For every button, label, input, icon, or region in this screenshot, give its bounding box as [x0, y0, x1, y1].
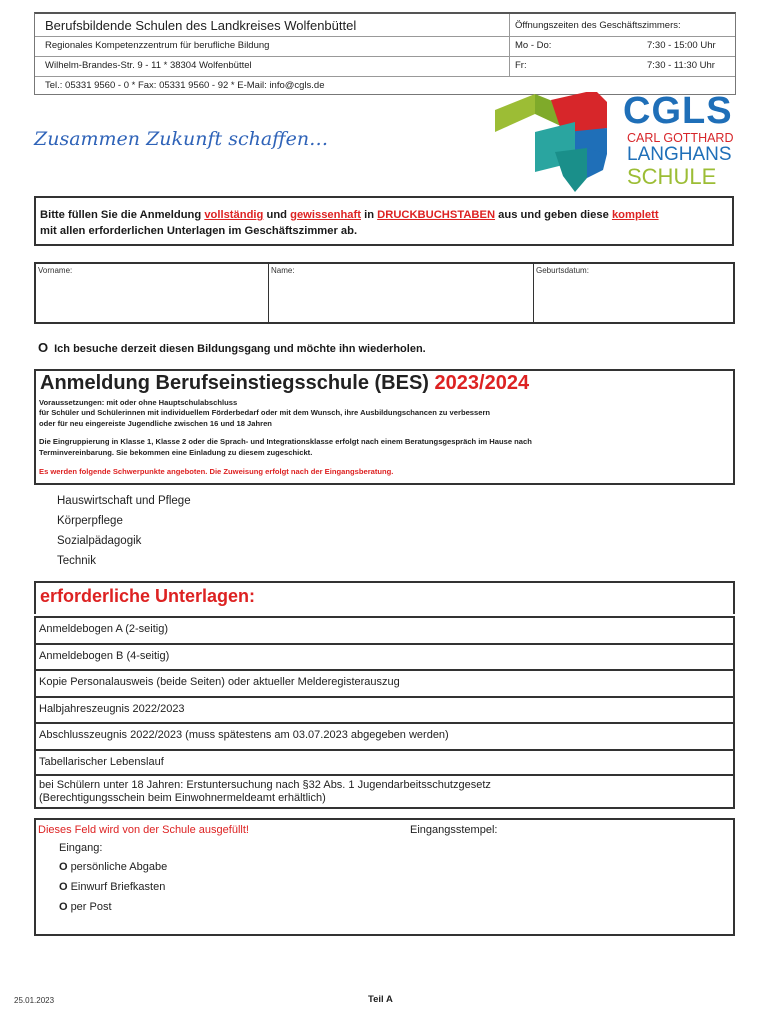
- instruction-text: in: [364, 209, 375, 221]
- bes-title: [40, 372, 529, 395]
- entry-option-label: per Post: [70, 901, 112, 913]
- school-name: Berufsbildende Schulen des Landkreises Wolfenbüttel: [45, 18, 357, 33]
- document-item: Halbjahreszeugnis 2022/2023: [34, 696, 735, 722]
- document-item: Anmeldebogen A (2-seitig): [34, 616, 735, 643]
- option-circle-icon: O: [59, 861, 68, 873]
- entry-option-label: persönliche Abgabe: [70, 861, 168, 873]
- bes-grouping: Terminvereinbarung. Sie bekommen eine Einladung zu diesem zugeschickt.: [39, 448, 313, 457]
- document-item-line: (Berechtigungsschein beim Einwohnermeldeamt erhältlich): [39, 792, 326, 804]
- option-circle-icon: O: [59, 901, 68, 913]
- entry-option-label: Einwurf Briefkasten: [70, 881, 166, 893]
- bes-requirement: Voraussetzungen: mit oder ohne Hauptschulabschluss: [39, 398, 238, 407]
- specialty-item: Sozialpädagogik: [57, 535, 142, 547]
- instructions-box: [34, 196, 734, 246]
- bes-grouping: Die Eingruppierung in Klasse 1, Klasse 2 oder die Sprach- und Integrationsklasse erfolgt nach einem Beratungsgespräch im Hause nach: [39, 437, 532, 446]
- instruction-text: Bitte füllen Sie die Anmeldung: [40, 209, 202, 221]
- instruction-emphasis: vollständig: [204, 209, 264, 221]
- name-label: Name:: [271, 266, 295, 275]
- footer-date: 25.01.2023: [14, 996, 55, 1005]
- school-use-box: [34, 818, 735, 936]
- bes-focus-note: Es werden folgende Schwerpunkte angeboten. Die Zuweisung erfolgt nach der Eingangsberatung.: [39, 467, 394, 476]
- geburtsdatum-field[interactable]: [534, 264, 733, 322]
- specialty-item: Körperpflege: [57, 515, 123, 527]
- hours-title: Öffnungszeiten des Geschäftszimmers:: [515, 20, 681, 31]
- hours-time: 7:30 - 15:00 Uhr: [647, 40, 716, 51]
- document-item: Tabellarischer Lebenslauf: [34, 749, 735, 774]
- checkbox-circle-icon[interactable]: O: [38, 340, 49, 355]
- logo-mark-icon: [495, 92, 625, 196]
- option-circle-icon: O: [59, 881, 68, 893]
- geburtsdatum-label: Geburtsdatum:: [536, 266, 589, 275]
- hours-day: Mo - Do:: [515, 40, 552, 51]
- hours-time: 7:30 - 11:30 Uhr: [647, 60, 715, 71]
- entry-label: Eingang:: [59, 842, 103, 854]
- document-item: [34, 774, 735, 809]
- hours-day: Fr:: [515, 60, 527, 71]
- logo-line-2: LANGHANS: [627, 144, 732, 165]
- entry-option: [59, 901, 112, 913]
- logo-line-1: CARL GOTTHARD: [627, 131, 734, 145]
- documents-title: erforderliche Unterlagen:: [34, 581, 735, 614]
- document-item: Kopie Personalausweis (beide Seiten) oder aktueller Melderegisterauszug: [34, 669, 735, 696]
- bes-box: [34, 369, 735, 485]
- instruction-emphasis: komplett: [611, 209, 659, 221]
- bes-requirement: oder für neu eingereiste Jugendliche zwischen 16 und 18 Jahren: [39, 419, 272, 428]
- logo-line-3: SCHULE: [627, 164, 717, 189]
- vorname-field[interactable]: [36, 264, 268, 322]
- cgls-logo: [495, 92, 740, 196]
- slogan: Zusammen Zukunft schaffen…: [34, 128, 329, 150]
- document-item: Anmeldebogen B (4-seitig): [34, 643, 735, 669]
- school-use-note: Dieses Feld wird von der Schule ausgefüllt!: [38, 824, 249, 836]
- logo-cgls: CGLS: [623, 90, 733, 132]
- bes-title-text: Anmeldung Berufseinstiegsschule (BES): [40, 372, 429, 394]
- vorname-label: Vorname:: [38, 266, 73, 275]
- header-address: Wilhelm-Brandes-Str. 9 - 11 * 38304 Wolfenbüttel: [45, 60, 252, 71]
- header-divider: [35, 76, 735, 77]
- specialty-item: Technik: [57, 555, 96, 567]
- name-field[interactable]: [269, 264, 533, 322]
- entry-option: [59, 881, 165, 893]
- personal-data-fields: [34, 262, 735, 324]
- instruction-text: aus und geben diese: [498, 209, 609, 221]
- header-divider: [35, 56, 735, 57]
- repeat-label: Ich besuche derzeit diesen Bildungsgang und möchte ihn wiederholen.: [54, 343, 426, 355]
- entry-stamp-label: Eingangsstempel:: [410, 824, 498, 836]
- instruction-emphasis: gewissenhaft: [290, 209, 361, 221]
- header-box: [34, 12, 736, 95]
- entry-option: [59, 861, 167, 873]
- header-line-2: Regionales Kompetenzzentrum für berufliche Bildung: [45, 40, 270, 51]
- document-item-line: bei Schülern unter 18 Jahren: Erstuntersuchung nach §32 Abs. 1 Jugendarbeitsschutzgesetz: [39, 779, 491, 791]
- instruction-emphasis: DRUCKBUCHSTABEN: [377, 209, 496, 221]
- specialty-item: Hauswirtschaft und Pflege: [57, 495, 191, 507]
- instruction-text: und: [266, 209, 287, 221]
- repeat-option[interactable]: [38, 340, 426, 355]
- instruction-text: mit allen erforderlichen Unterlagen im Geschäftszimmer ab.: [40, 225, 358, 237]
- document-item: Abschlusszeugnis 2022/2023 (muss spätestens am 03.07.2023 abgegeben werden): [34, 722, 735, 749]
- footer-part: Teil A: [368, 994, 393, 1005]
- header-vertical-divider: [509, 14, 510, 76]
- header-contact: Tel.: 05331 9560 - 0 * Fax: 05331 9560 - 92 * E-Mail: info@cgls.de: [45, 80, 325, 91]
- bes-year: 2023/2024: [434, 372, 530, 394]
- header-divider: [35, 36, 735, 37]
- bes-requirement: für Schüler und Schülerinnen mit individuellem Förderbedarf oder mit dem Wunsch, ihre Ausbildungschancen zu verbessern: [39, 408, 491, 417]
